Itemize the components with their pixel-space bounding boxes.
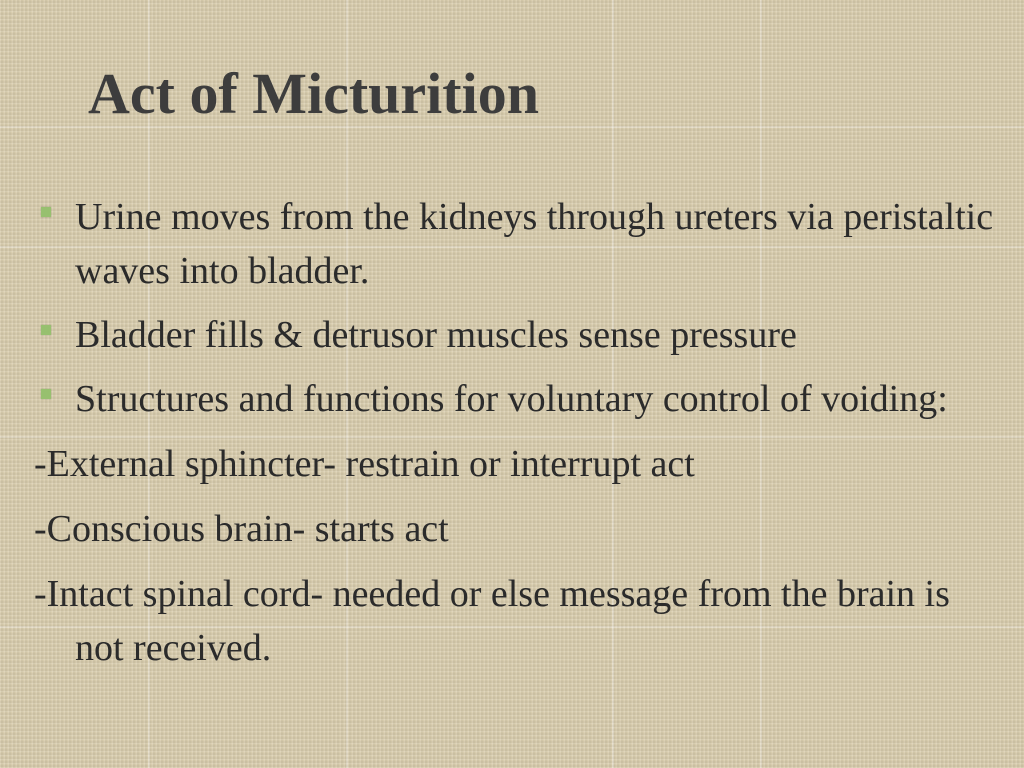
sub-point: [34, 502, 999, 556]
bullet-item: [34, 372, 999, 426]
sub-point-text: -Conscious brain- starts act: [34, 508, 449, 550]
square-bullet-icon: [41, 325, 51, 335]
sub-point: [34, 437, 999, 491]
bullet-item: [34, 190, 999, 298]
square-bullet-icon: [41, 389, 51, 399]
bullet-text: Urine moves from the kidneys through ureters via peristaltic waves into bladder.: [75, 196, 994, 292]
sub-point: [34, 567, 999, 675]
slide-content: [34, 190, 999, 675]
sub-point-text: -Intact spinal cord- needed or else message from the brain is not received.: [34, 573, 950, 669]
bullet-text: Structures and functions for voluntary control of voiding:: [75, 378, 948, 420]
sub-point-text: -External sphincter- restrain or interrupt act: [34, 443, 695, 485]
slide-title: Act of Micturition: [88, 61, 539, 126]
square-bullet-icon: [41, 207, 51, 217]
bullet-text: Bladder fills & detrusor muscles sense pressure: [75, 314, 797, 356]
bullet-item: [34, 308, 999, 362]
